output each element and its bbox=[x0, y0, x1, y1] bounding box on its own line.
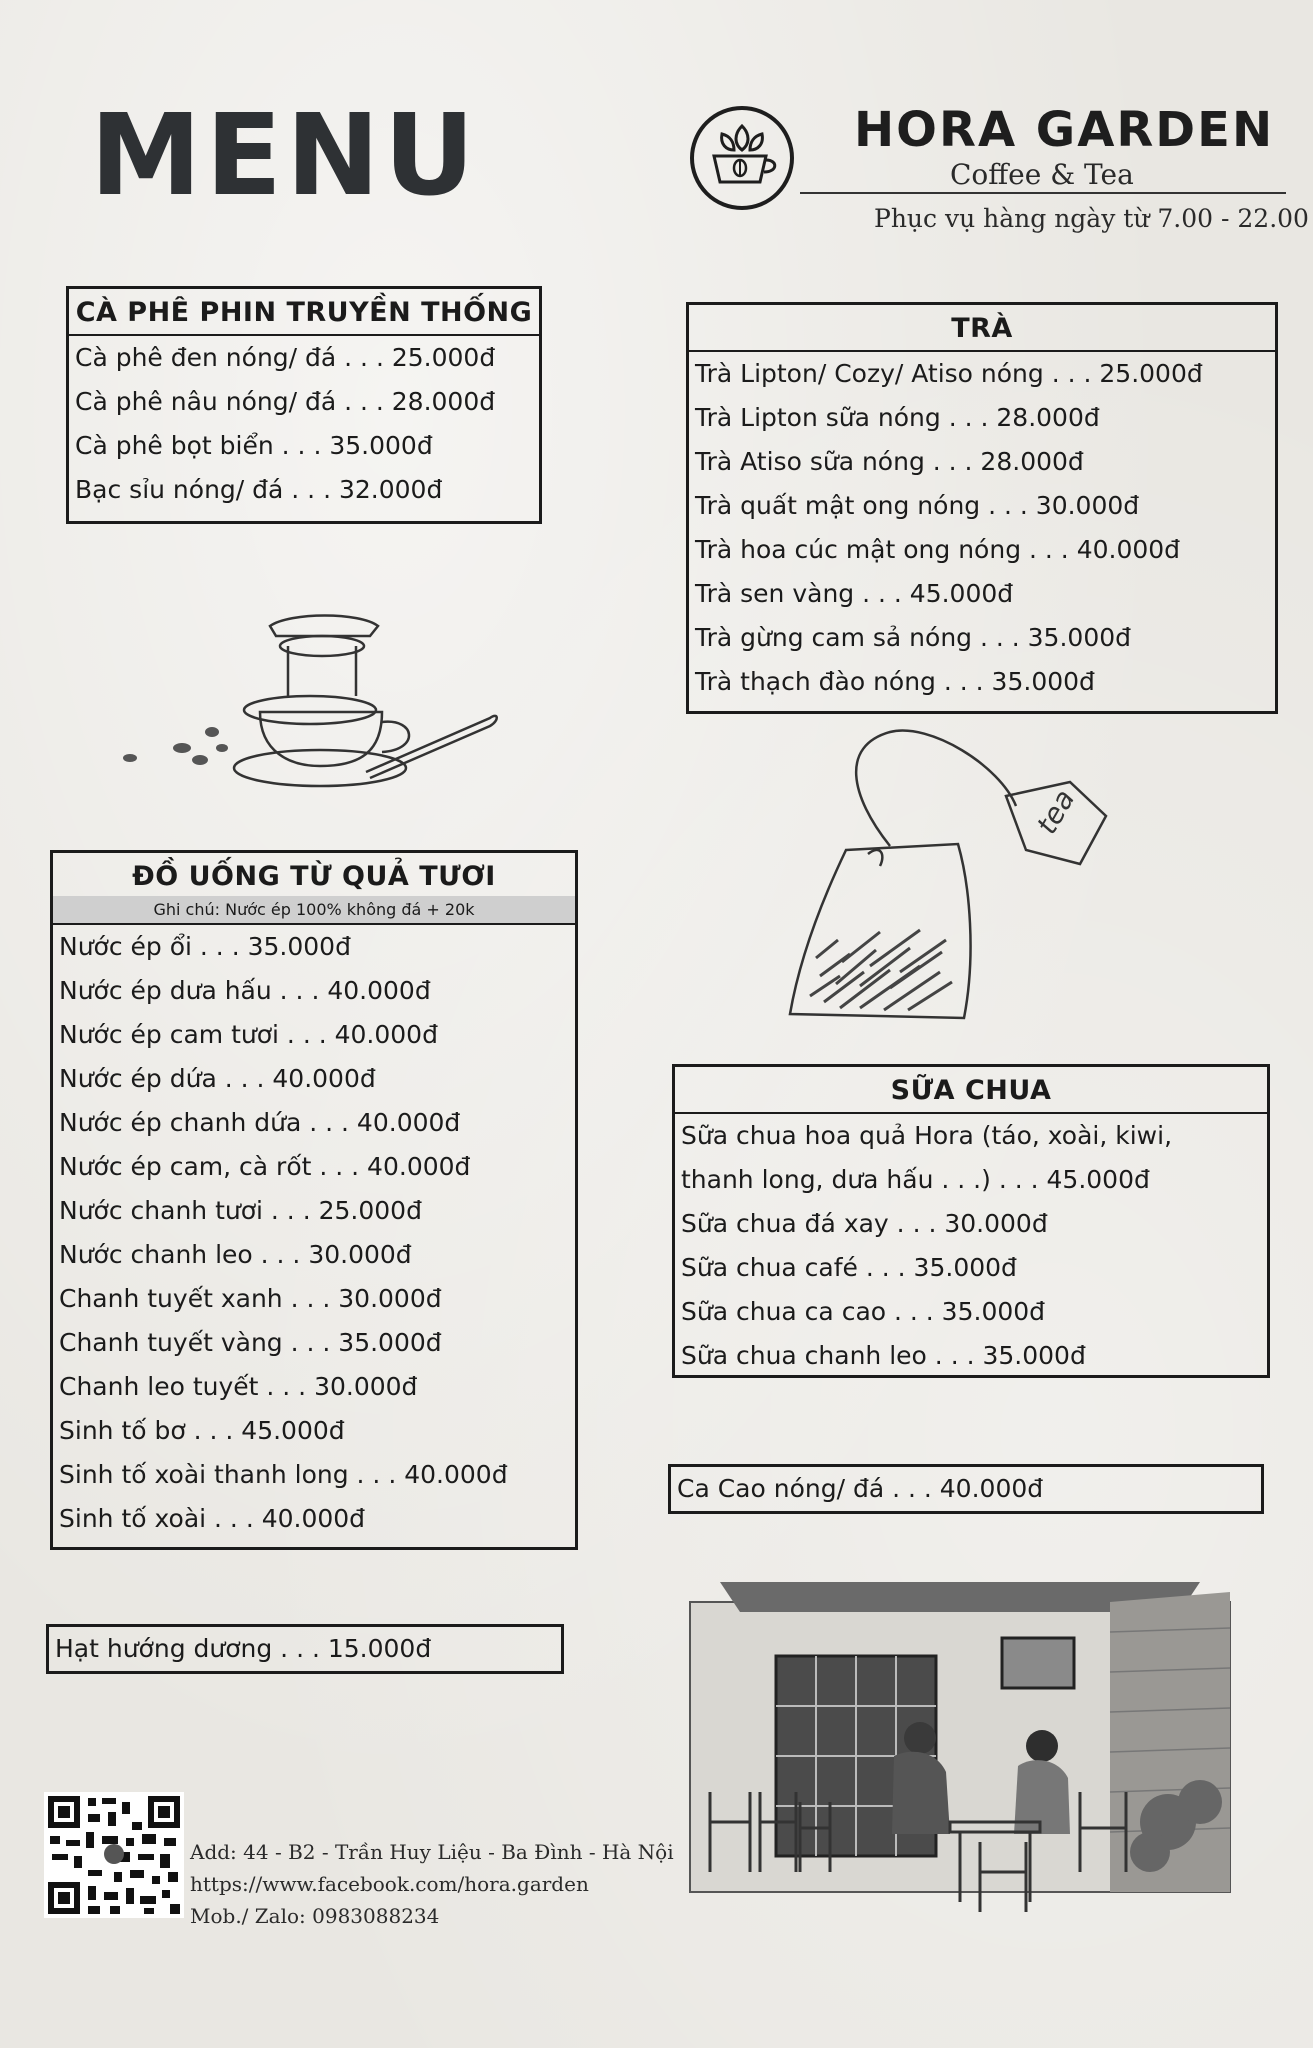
yogurt-section bbox=[672, 1064, 1270, 1378]
menu-item: Trà Lipton sữa nóng . . . 28.000đ bbox=[695, 403, 1100, 432]
opening-hours: Phục vụ hàng ngày từ 7.00 - 22.00 bbox=[874, 204, 1309, 233]
fresh-drinks-note: Ghi chú: Nước ép 100% không đá + 20k bbox=[53, 896, 575, 925]
menu-item: thanh long, dưa hấu . . .) . . . 45.000đ bbox=[681, 1165, 1150, 1194]
cafe-scene-illustration bbox=[680, 1572, 1236, 1932]
tea-bag-label: tea bbox=[1029, 783, 1082, 840]
menu-item: Sữa chua ca cao . . . 35.000đ bbox=[681, 1297, 1046, 1326]
fresh-drinks-section bbox=[50, 850, 578, 1550]
menu-item: Cà phê đen nóng/ đá . . . 25.000đ bbox=[75, 343, 496, 372]
yogurt-section-title: SỮA CHUA bbox=[675, 1067, 1267, 1114]
menu-item: Chanh tuyết xanh . . . 30.000đ bbox=[59, 1284, 442, 1313]
menu-item: Cà phê nâu nóng/ đá . . . 28.000đ bbox=[75, 387, 496, 416]
menu-item: Sinh tố xoài thanh long . . . 40.000đ bbox=[59, 1460, 508, 1489]
footer-address: Add: 44 - B2 - Trần Huy Liệu - Ba Đình - Hà Nội bbox=[190, 1840, 674, 1864]
footer-facebook-link[interactable]: https://www.facebook.com/hora.garden bbox=[190, 1872, 589, 1896]
menu-item: Nước ép cam tươi . . . 40.000đ bbox=[59, 1020, 438, 1049]
menu-item: Chanh tuyết vàng . . . 35.000đ bbox=[59, 1328, 442, 1357]
menu-item: Trà thạch đào nóng . . . 35.000đ bbox=[695, 667, 1095, 696]
menu-item: Trà gừng cam sả nóng . . . 35.000đ bbox=[695, 623, 1131, 652]
menu-item: Trà sen vàng . . . 45.000đ bbox=[695, 579, 1014, 608]
menu-item: Sinh tố bơ . . . 45.000đ bbox=[59, 1416, 345, 1445]
footer-phone: Mob./ Zalo: 0983088234 bbox=[190, 1904, 440, 1928]
tea-section bbox=[686, 302, 1278, 714]
brand-subtitle: Coffee & Tea bbox=[950, 158, 1134, 191]
tea-section-title: TRÀ bbox=[689, 305, 1275, 352]
menu-item: Sữa chua chanh leo . . . 35.000đ bbox=[681, 1341, 1086, 1370]
menu-item: Nước chanh tươi . . . 25.000đ bbox=[59, 1196, 422, 1225]
menu-item: Nước chanh leo . . . 30.000đ bbox=[59, 1240, 412, 1269]
menu-item: Bạc sỉu nóng/ đá . . . 32.000đ bbox=[75, 475, 443, 504]
menu-item: Trà Atiso sữa nóng . . . 28.000đ bbox=[695, 447, 1084, 476]
menu-item: Nước ép cam, cà rốt . . . 40.000đ bbox=[59, 1152, 471, 1181]
coffee-phin-illustration bbox=[120, 600, 510, 800]
menu-item: Trà hoa cúc mật ong nóng . . . 40.000đ bbox=[695, 535, 1181, 564]
fresh-drinks-title: ĐỒ UỐNG TỪ QUẢ TƯƠI bbox=[132, 861, 496, 892]
menu-title: MENU bbox=[90, 91, 479, 221]
coffee-section bbox=[66, 286, 542, 524]
cacao-item: Ca Cao nóng/ đá . . . 40.000đ bbox=[668, 1464, 1264, 1514]
sunflower-seeds-item: Hạt hướng dương . . . 15.000đ bbox=[46, 1624, 564, 1674]
tea-bag-illustration bbox=[780, 726, 1120, 1026]
menu-item: Nước ép chanh dứa . . . 40.000đ bbox=[59, 1108, 461, 1137]
brand-divider bbox=[800, 192, 1286, 194]
menu-item: Sữa chua hoa quả Hora (táo, xoài, kiwi, bbox=[681, 1121, 1173, 1150]
menu-item: Chanh leo tuyết . . . 30.000đ bbox=[59, 1372, 418, 1401]
menu-item: Sinh tố xoài . . . 40.000đ bbox=[59, 1504, 366, 1533]
menu-item: Sữa chua đá xay . . . 30.000đ bbox=[681, 1209, 1048, 1238]
brand-logo-icon bbox=[688, 104, 796, 212]
menu-item: Sữa chua café . . . 35.000đ bbox=[681, 1253, 1017, 1282]
menu-item: Nước ép dứa . . . 40.000đ bbox=[59, 1064, 376, 1093]
coffee-section-title: CÀ PHÊ PHIN TRUYỀN THỐNG bbox=[69, 289, 539, 336]
qr-code[interactable] bbox=[44, 1792, 184, 1918]
menu-item: Trà quất mật ong nóng . . . 30.000đ bbox=[695, 491, 1140, 520]
menu-item: Nước ép ổi . . . 35.000đ bbox=[59, 932, 351, 961]
menu-item: Nước ép dưa hấu . . . 40.000đ bbox=[59, 976, 431, 1005]
menu-item: Cà phê bọt biển . . . 35.000đ bbox=[75, 431, 433, 460]
brand-name: HORA GARDEN bbox=[854, 102, 1275, 158]
menu-item: Trà Lipton/ Cozy/ Atiso nóng . . . 25.000đ bbox=[695, 359, 1203, 388]
